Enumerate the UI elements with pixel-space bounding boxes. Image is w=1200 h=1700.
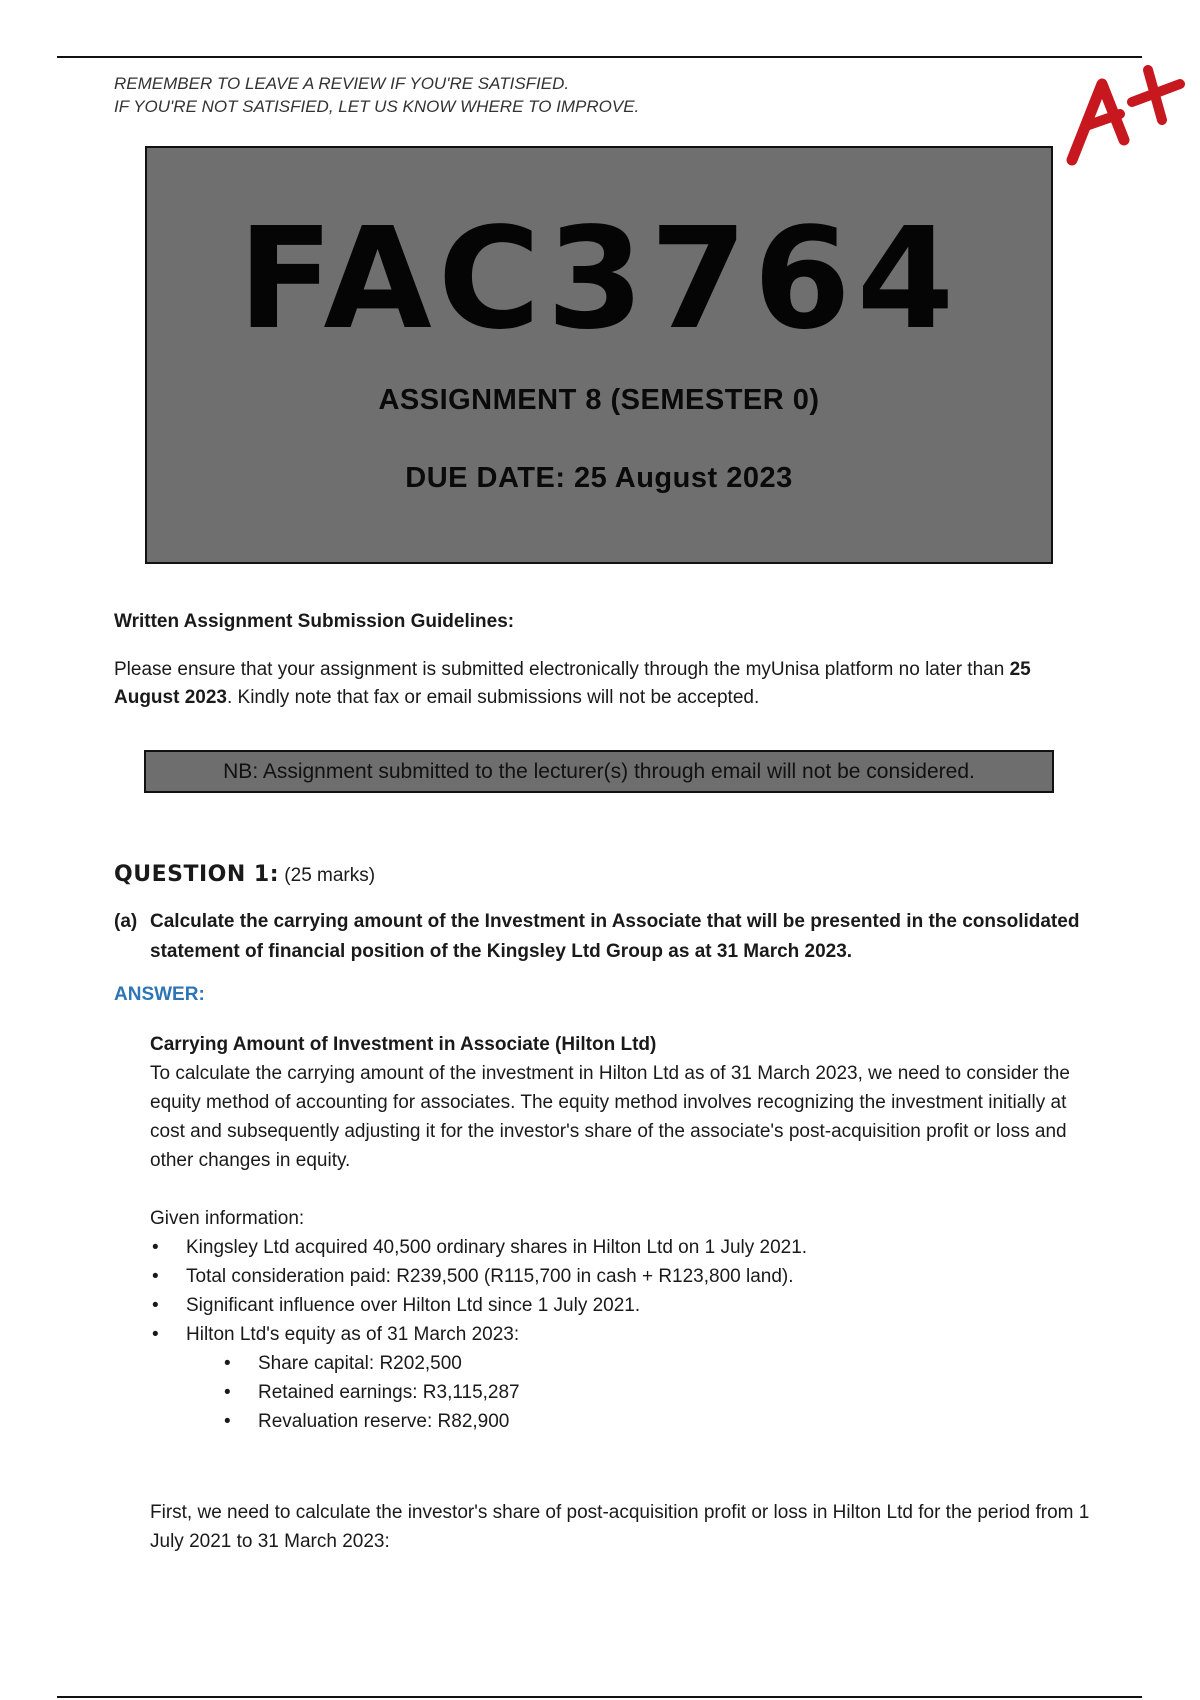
nb-notice: NB: Assignment submitted to the lecturer(s) through email will not be considered. [144, 750, 1054, 793]
section-intro: To calculate the carrying amount of the investment in Hilton Ltd as of 31 March 2023, we need to consider the equity method of accounting for associates. The equity method involves recognizing the investment initially at cost and subsequently adjusting it for the investor's share of the associate's post-acquisition profit or loss and other changes in equity. [150, 1063, 1070, 1171]
list-item: • Retained earnings: R3,115,287 [222, 1378, 1095, 1407]
guidelines-date: 25 August 2023 [114, 659, 1031, 708]
bottom-rule [57, 1696, 1142, 1698]
guidelines-text-1: Please ensure that your assignment is submitted electronically through the myUnisa platform no later than [114, 659, 1010, 680]
list-item [150, 1320, 1095, 1436]
notice-line-2: IF YOU'RE NOT SATISFIED, LET US KNOW WHERE TO IMPROVE. [114, 97, 640, 116]
first-step-text: First, we need to calculate the investor's share of post-acquisition profit or loss in Hilton Ltd for the period from 1 July 2021 to 31 March 2023: [150, 1502, 1090, 1552]
guidelines-title: Written Assignment Submission Guidelines: [114, 611, 515, 632]
question-part-a [114, 907, 1104, 967]
part-label: (a) [114, 911, 138, 932]
list-item: • Kingsley Ltd acquired 40,500 ordinary shares in Hilton Ltd on 1 July 2021. [150, 1233, 1095, 1262]
given-list [150, 1233, 1095, 1436]
question-number: QUESTION 1: [114, 862, 280, 887]
section-title: Carrying Amount of Investment in Associate (Hilton Ltd) [150, 1034, 657, 1055]
answer-section [150, 1030, 1095, 1556]
review-notice [114, 72, 639, 118]
list-item: • Significant influence over Hilton Ltd since 1 July 2021. [150, 1291, 1095, 1320]
guidelines-text-2: . Kindly note that fax or email submissions will not be accepted. [226, 687, 760, 708]
list-item: • Share capital: R202,500 [222, 1349, 1095, 1378]
notice-line-1: REMEMBER TO LEAVE A REVIEW IF YOU'RE SATISFIED. [114, 74, 570, 93]
list-item: • Total consideration paid: R239,500 (R115,700 in cash + R123,800 land). [150, 1262, 1095, 1291]
part-text: Calculate the carrying amount of the Investment in Associate that will be presented in the consolidated statement of financial position of the Kingsley Ltd Group as at 31 March 2023. [150, 911, 1080, 962]
question-title [114, 862, 375, 887]
equity-list [222, 1349, 1095, 1436]
guidelines-paragraph [114, 656, 1089, 712]
cover-panel [145, 146, 1053, 564]
top-rule [57, 56, 1142, 58]
answer-label: ANSWER: [114, 984, 205, 1005]
course-code: FAC3764 [237, 198, 961, 361]
assignment-title: ASSIGNMENT 8 (SEMESTER 0) [378, 384, 820, 416]
grade-stamp-icon [1062, 62, 1192, 172]
question-marks: (25 marks) [284, 865, 376, 886]
list-item: • Revaluation reserve: R82,900 [222, 1407, 1095, 1436]
given-title: Given information: [150, 1208, 305, 1229]
equity-heading: Hilton Ltd's equity as of 31 March 2023: [186, 1324, 520, 1345]
due-date: DUE DATE: 25 August 2023 [405, 462, 793, 494]
